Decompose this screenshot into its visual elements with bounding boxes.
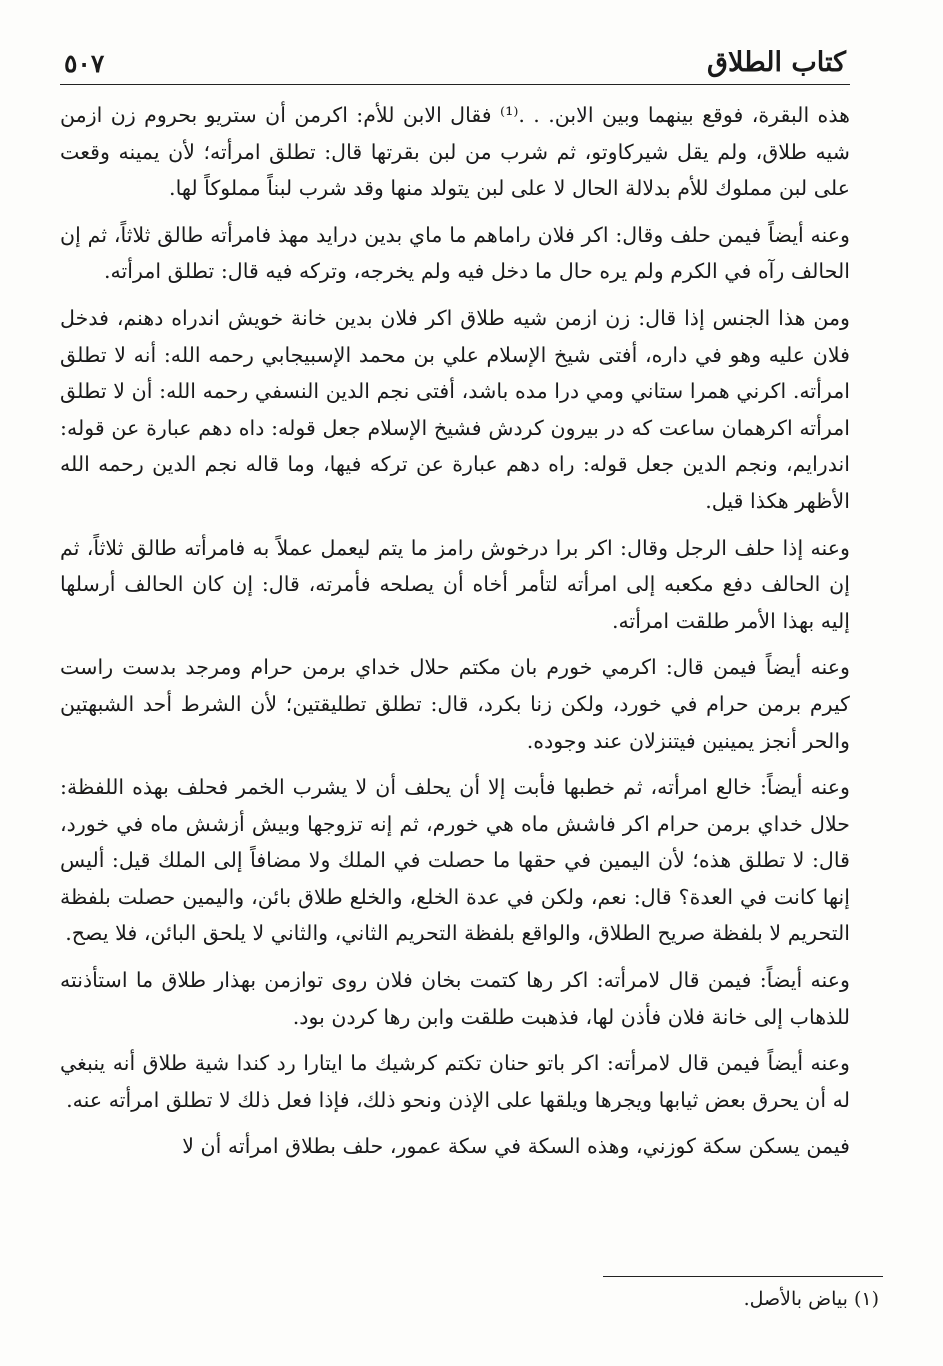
page-number: ٥٠٧ [64, 49, 105, 78]
footnote: (١) بياض بالأصل. [743, 1288, 879, 1310]
paragraph: وعنه أيضاً فيمن قال: اكرمي خورم بان مكتم حلال خداي برمن حرام ومرجد بدست راست كيرم برمن حرام في خورد، ولكن زنا بكرد، قال: تطلق تطليقتين؛ لأن الشرط أحد الشبهتين والحر أنجز يمينين فيتنزلان عند وجوده. [60, 655, 850, 753]
paragraph: وعنه أيضاً فيمن حلف وقال: اكر فلان راماهم ما ماي بدين دراید مهذ فامرأته طالق ثلاثاً، ثم إن الحالف رآه في الكرم ولم يره حال ما دخل فيه ولم يخرجه، وتركه فيه قال: تطلق امرأته. [60, 222, 850, 284]
footnote-divider [603, 1276, 883, 1277]
paragraph: وعنه أيضاً: خالع امرأته، ثم خطبها فأبت إلا أن يحلف أن لا يشرب الخمر فحلف بهذه اللفظة: حلال خداي برمن حرام اكر فاشش ماه هي خورم، ثم إنه تزوجها وبيش أزشش ماه في خورد، قال: لا تطلق هذه؛ لأن اليمين في حقها ما حصلت في الملك ولا مضافاً إلى الملك قيل: أليس إنها كانت في العدة؟ قال: نعم، ولكن في عدة الخلع، والخلع طلاق بائن، واليمين حصلت بلفظة التحريم لا بلفظة صريح الطلاق، والواقع بلفظة التحريم الثاني، والثاني لا يلحق البائن، فلا يصح. [60, 775, 850, 946]
main-text [60, 97, 850, 1165]
paragraph: وعنه إذا حلف الرجل وقال: اكر برا درخوش رامز ما يتم ليعمل عملاً به فامرأته طالق ثلاثاً، ثم إن الحالف دفع مكعبه إلى امرأته لتأمر أخاه أن يصلحه فأمرته، قال: إن كان الحالف أرسلها إليه بهذا الأمر طلقت امرأته. [60, 535, 850, 633]
paragraph: وعنه أيضاً فيمن قال لامرأته: اكر باتو حنان تكتم كرشيك ما ايتارا رد كندا شية طلاق أنه ينبغي له أن يحرق بعض ثيابها ويجرها ويلقها على الإذن ونحو ذلك، فإذا فعل ذلك لا تطلق امرأته عنه. [60, 1051, 850, 1112]
chapter-title: كتاب الطلاق [707, 47, 846, 78]
page [60, 30, 850, 1165]
paragraph: وعنه أيضاً: فيمن قال لامرأته: اكر رها كتمت بخان فلان روى توازمن بهذار طلاق ما استأذنته للذهاب إلى خانة فلان فأذن لها، فذهبت طلقت وابن رها كردن بود. [60, 968, 850, 1029]
running-header [60, 30, 850, 85]
paragraph: فيمن يسكن سكة كوزني، وهذه السكة في سكة عمور، حلف بطلاق امرأته أن لا [182, 1134, 850, 1159]
paragraph: ومن هذا الجنس إذا قال: زن ازمن شيه طلاق اكر فلان بدين خانة خويش اندراه دهنم، فدخل فلان عليه وهو في داره، أفتى شيخ الإسلام علي بن محمد الإسبيجابي رحمه الله: أنه لا تطلق امرأته. اكرني همرا ستاني ومي درا مده باشد، أفتى نجم الدين النسفي رحمه الله: أن لا تطلق امرأته اكرهمان ساعت كه در بيرون كردش فشيخ الإسلام جعل قوله: داه دهم عبارة عن قوله: اندرايم، ونجم الدين جعل قوله: راه دهم عبارة عن تركه فيها، وما قاله نجم الدين رحمه الله الأظهر هكذا قيل. [60, 305, 850, 513]
paragraph: هذه البقرة، فوقع بينهما وبين الابن. . .⁽¹⁾ فقال الابن للأم: اكرمن أن ستريو بحروم زن ازمن شيه طلاق، ولم يقل شيركاوتو، ثم شرب من لبن بقرتها قال: تطلق امرأته؛ لأن يمينه وقعت على لبن مملوك للأم بدلالة الحال لا على لبن يتولد منها وقد شرب لبناً مملوكاً لها. [60, 103, 850, 201]
